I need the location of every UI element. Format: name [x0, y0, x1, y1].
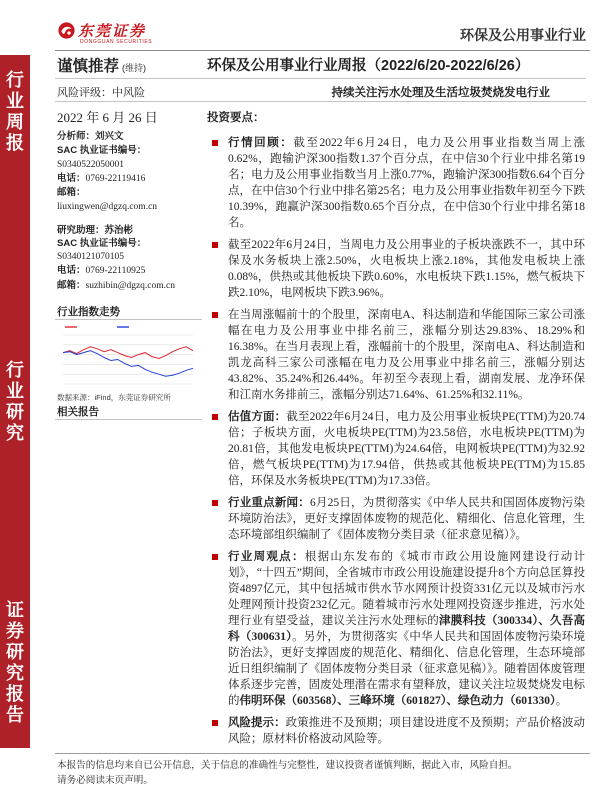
bullet-square-icon	[212, 500, 218, 506]
header-industry-title: 环保及公用事业行业	[460, 27, 586, 43]
key-point-industry-news	[207, 495, 585, 543]
key-point-sub-sectors	[207, 237, 585, 301]
footer-divider	[55, 753, 590, 754]
assistant-cert-label: SAC 执业证书编号：	[57, 238, 147, 250]
sidebar-strip	[0, 55, 30, 748]
rating-label: 谨慎推荐	[57, 58, 120, 75]
phone-number: 0769-22119416	[85, 174, 146, 184]
phone-label: 电话：	[57, 173, 86, 184]
key-point-text: 截至2022年6月24日，当周电力及公用事业的子板块涨跌不一，其中环保及水务板块上涨2.50%，火电板块上涨2.18%，其他发电板块上涨0.08%，供热或其他板块下跌0.60%，水电板块下跌1.15%，燃气板块下跌2.10%，电网板块下跌3.96%。	[228, 239, 585, 299]
key-points-list	[207, 135, 585, 749]
key-point-top-stocks	[207, 307, 585, 403]
analyst-email-label: 邮箱：	[57, 187, 86, 198]
divider	[55, 101, 586, 102]
footer-notice: 请务必阅读末页声明。	[57, 775, 153, 786]
report-date: 2022 年 6 月 26 日	[57, 110, 158, 125]
key-point-lead: 行情回顾：	[228, 137, 294, 149]
key-point-valuation	[207, 409, 585, 489]
email-address: suzhibin@dgzq.com.cn	[85, 280, 175, 291]
chart-source: 数据来源：iFind，东莞证券研究所	[57, 393, 171, 402]
sidebar-label-industry-research: 行业研究	[6, 360, 24, 443]
key-point-lead: 风险提示：	[228, 717, 286, 729]
footer-disclaimer: 本报告的信息均来自已公开信息，关于信息的准确性与完整性，建议投资者谨慎判断，据此入市，风险自担。	[57, 760, 518, 771]
sidebar-label-weekly: 行业周报	[6, 70, 24, 153]
key-point-text: 。	[555, 695, 568, 707]
key-point-text: 。另外，为贯彻落实《中华人民共和国固体废物污染环境防治法》，更好支撑固废的规范化、精细化、信息化管理，生态环境部近日组织编制了《固体废物分类目录（征求意见稿）》。随着固体废管理体系逐步完善，固废处理潜在需求有望释放，建议关注垃圾焚烧发电标的	[228, 631, 585, 707]
logo-emblem-icon	[58, 22, 75, 39]
assistant-name: 研究助理：苏治彬	[57, 225, 134, 236]
logo-subtext: DONGGUAN SECURITIES	[80, 39, 153, 45]
risk-rating: 风险评级：中风险	[57, 87, 145, 99]
index-chart	[57, 322, 197, 390]
key-point-text: 根据山东发布的《城市市政公用设施网建设行动计划》，“十四五”期间，全省城市市政公用设施建设提升8个方向总匡算投资4897亿元，其中包括城市供水节水网预计投资331亿元以及城市污水处理网预计投资232亿元。随着城市污水处理网投资逐步推进，污水处理行业有望受益，建议关注污水处理标的	[228, 551, 585, 627]
key-point-text: 6月25日，为贯彻落实《中华人民共和国固体废物污染环境防治法》，更好支撑固体废物的规范化、精细化、信息化管理，生态环境部组织编制了《固体废物分类目录（征求意见稿）》。	[228, 497, 585, 541]
bullet-square-icon	[212, 720, 218, 726]
divider	[55, 419, 202, 420]
key-point-text: 在当周涨幅前十的个股里，深南电A、科达制造和华能国际三家公司涨幅在电力及公用事业中排名前三，涨幅分别达29.83%、18.29%和16.38%。在当月表现上看，涨幅前十的个股里，深南电A、科达制造和凯龙高科三家公司涨幅在电力及公用事业中排名前三，涨幅分别达43.82%、35.24%和26.44%。年初至今表现上看，湖南发展、龙净环保和江南水务排前三，涨幅分别达71.64%、61.25%和32.11%。	[228, 309, 585, 401]
report-subtitle: 持续关注污水处理及生活垃圾焚烧发电行业	[331, 87, 550, 99]
report-title: 环保及公用事业行业周报（2022/6/20-2022/6/26）	[207, 58, 530, 74]
related-reports-heading: 相关报告	[57, 406, 99, 418]
analyst-cert-number: S0340522050001	[57, 160, 125, 170]
recommended-stocks-waste-to-energy: 伟明环保（603568）、三峰环境（601827）、绿色动力（601330）	[239, 695, 556, 707]
key-points-heading: 投资要点：	[207, 112, 265, 124]
recommended-stocks-wastewater: 津膜科技（300334）、久吾高科（300631）	[228, 615, 585, 643]
key-point-weekly-view	[207, 549, 585, 709]
bullet-square-icon	[212, 242, 218, 248]
analyst-email: liuxingwen@dgzq.com.cn	[57, 202, 158, 212]
assistant-phone	[57, 264, 203, 278]
analyst-phone	[57, 172, 203, 186]
key-point-risk-warning	[207, 715, 585, 747]
key-point-text: 截至2022年6月24日，电力及公用事业指数当周上涨0.62%，跑输沪深300指数1.37个百分点，在中信30个行业中排名第19名；电力及公用事业指数当月上涨0.77%，跑输沪深300指数6.64个百分点，在中信30个行业中排名第25名；电力及公用事业指数年初至今下跌10.39%，跑赢沪深300指数0.65个百分点，在中信30个行业中排名第18名。	[228, 137, 585, 229]
key-point-lead: 行业周观点：	[228, 551, 305, 563]
key-point-text: 截至2022年6月24日，电力及公用事业板块PE(TTM)为20.74倍；子板块方面，火电板块PE(TTM)为23.58倍，水电板块PE(TTM)为20.81倍，其他发电板块PE(TTM)为24.64倍，电网板块PE(TTM)为32.92倍，燃气板块PE(TTM)为17.94倍，供热或其他板块PE(TTM)为15.85倍，环保及水务板块PE(TTM)为17.33倍。	[228, 411, 585, 487]
index-chart-heading: 行业指数走势	[57, 306, 120, 318]
key-point-lead: 行业重点新闻：	[228, 497, 310, 509]
assistant-email	[57, 279, 203, 293]
sidebar-label-securities-report: 证券研究报告	[6, 600, 24, 725]
assistant-contact	[57, 224, 203, 293]
footer	[57, 758, 587, 788]
assistant-cert-number: S0340121070105	[57, 251, 125, 262]
key-point-text: 政策推进不及预期；项目建设进度不及预期；产品价格波动风险；原材料价格波动风险等。	[228, 717, 585, 745]
bullet-square-icon	[212, 312, 218, 318]
phone-number: 0769-22110925	[85, 266, 146, 277]
bullet-square-icon	[212, 140, 218, 146]
header-divider	[55, 50, 590, 51]
bullet-square-icon	[212, 414, 218, 420]
key-point-lead: 估值方面：	[228, 411, 287, 423]
bullet-square-icon	[212, 554, 218, 560]
logo-wordmark: 东莞证券	[78, 24, 147, 40]
analyst-cert-label: SAC 执业证书编号：	[57, 145, 147, 156]
email-label: 邮箱：	[57, 279, 86, 291]
analyst-name: 分析师：刘兴文	[57, 131, 124, 142]
phone-label: 电话：	[57, 265, 86, 277]
divider	[55, 78, 586, 79]
divider	[55, 319, 202, 320]
analyst-contact	[57, 130, 203, 214]
rating-note: (维持)	[122, 63, 147, 73]
key-point-market-review	[207, 135, 585, 231]
rating	[57, 54, 146, 76]
